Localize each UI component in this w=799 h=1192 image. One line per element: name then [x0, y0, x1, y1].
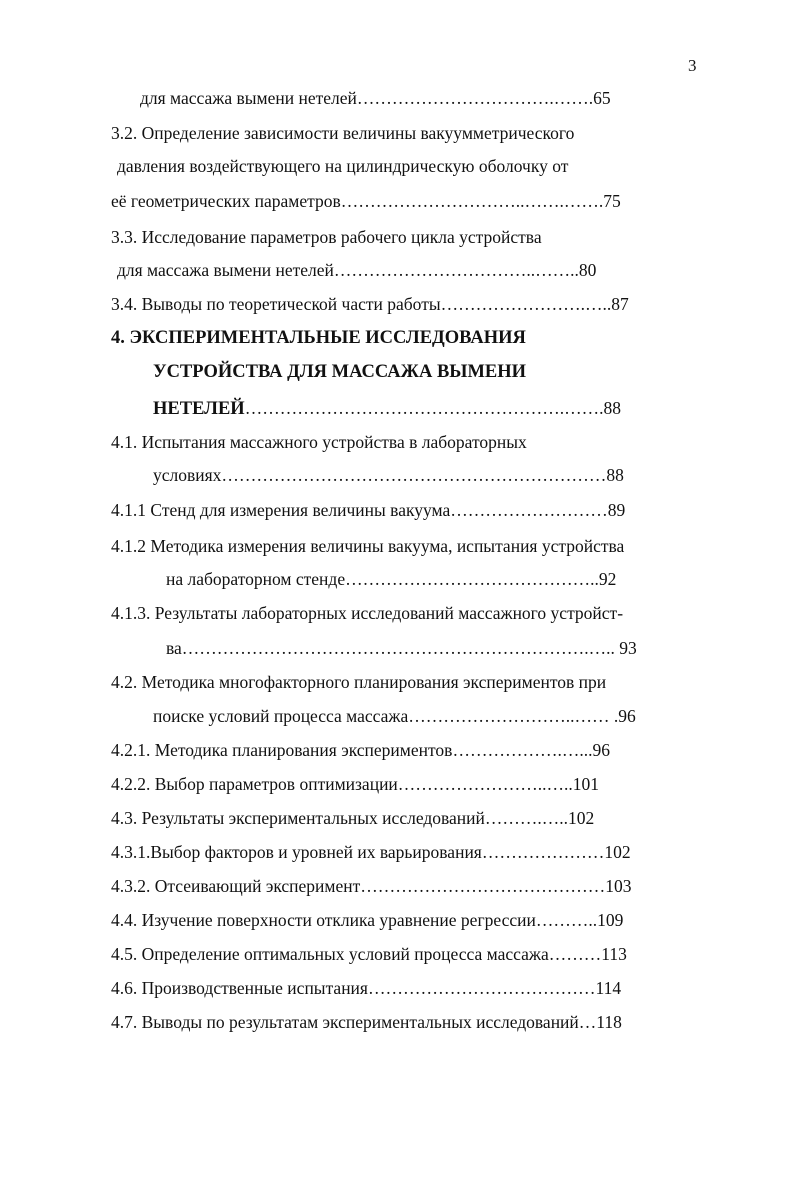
- toc-line: поиске условий процесса массажа………………………..…… .96: [153, 706, 636, 726]
- toc-line: её геометрических параметров…………………………..…….…….75: [111, 191, 621, 211]
- toc-line: для массажа вымени нетелей…………………………….…….65: [140, 88, 611, 108]
- toc-line: 4.2.2. Выбор параметров оптимизации……………………..…..101: [111, 774, 600, 794]
- toc-line: [153, 396, 621, 421]
- toc-line: на лабораторном стенде……………………………………..92: [166, 569, 617, 589]
- toc-line: давления воздействующего на цилиндрическую оболочку от: [117, 156, 569, 176]
- toc-chapter-heading: НЕТЕЛЕЙ: [153, 399, 245, 419]
- toc-line: 4.2.1. Методика планирования экспериментов……………….…...96: [111, 740, 610, 760]
- toc-line: 4.4. Изучение поверхности отклика уравнение регрессии………..109: [111, 910, 624, 930]
- toc-chapter-heading: УСТРОЙСТВА ДЛЯ МАССАЖА ВЫМЕНИ: [153, 362, 527, 382]
- toc-line: 4.1.1 Стенд для измерения величины вакуума………………………89: [111, 500, 626, 520]
- toc-line: 3.3. Исследование параметров рабочего цикла устройства: [111, 227, 542, 247]
- toc-line: 4.1.2 Методика измерения величины вакуума, испытания устройства: [111, 536, 625, 556]
- page-number: 3: [688, 56, 697, 75]
- toc-line: 4.3.1.Выбор факторов и уровней их варьирования…………………102: [111, 842, 631, 862]
- toc-line: 4.1. Испытания массажного устройства в лабораторных: [111, 432, 527, 452]
- toc-line: 4.3.2. Отсеивающий эксперимент……………………………………103: [111, 876, 632, 896]
- toc-line: 4.3. Результаты экспериментальных исследований……….…..102: [111, 808, 595, 828]
- toc-line: 4.7. Выводы по результатам экспериментальных исследований…118: [111, 1012, 622, 1032]
- toc-line: 4.6. Производственные испытания…………………………………114: [111, 978, 622, 998]
- toc-line: 4.1.3. Результаты лабораторных исследований массажного устройст-: [111, 603, 624, 623]
- toc-line: 4.5. Определение оптимальных условий процесса массажа………113: [111, 944, 627, 964]
- toc-line: 4.2. Методика многофакторного планирования экспериментов при: [111, 672, 607, 692]
- toc-chapter-heading: 4. ЭКСПЕРИМЕНТАЛЬНЫЕ ИССЛЕДОВАНИЯ: [111, 328, 526, 348]
- toc-line: условиях…………………………………………………………88: [153, 465, 624, 485]
- toc-line: ва…………………………………………………………….….. 93: [166, 638, 637, 658]
- toc-line: для массажа вымени нетелей……………………………..……..80: [117, 260, 597, 280]
- toc-line: 3.4. Выводы по теоретической части работы…………………….…..87: [111, 294, 629, 314]
- toc-leader: ……………………………………………….…….88: [244, 398, 621, 418]
- toc-line: 3.2. Определение зависимости величины вакуумметрического: [111, 123, 575, 143]
